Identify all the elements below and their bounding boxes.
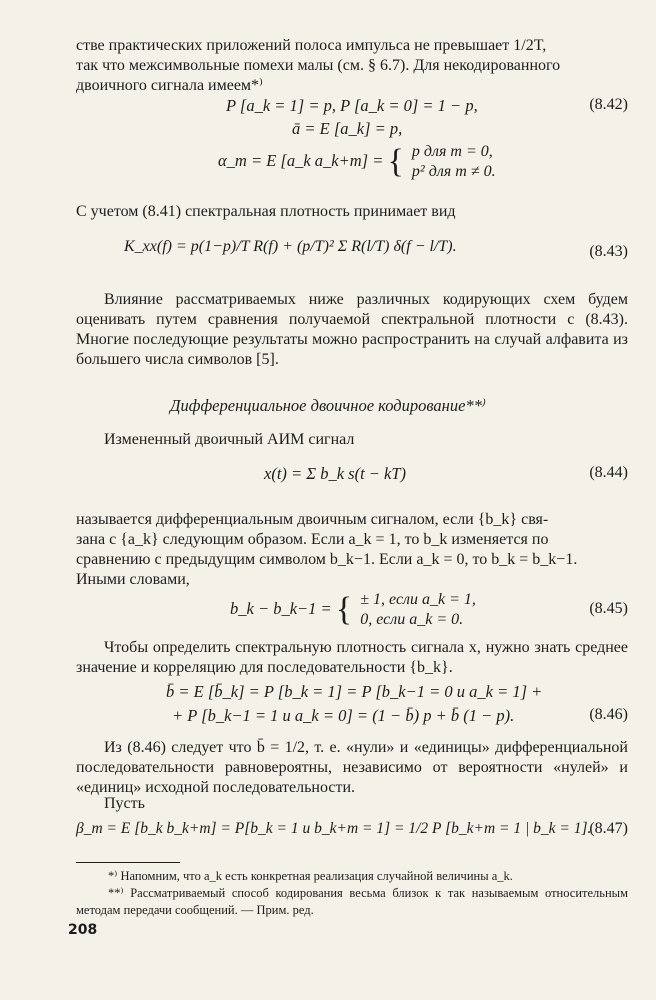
- let-paragraph: Пусть: [104, 795, 145, 812]
- called-line-4: Иными словами,: [76, 571, 190, 588]
- intro-line-1: стве практических приложений полоса импульса не превышает 1/2T,: [76, 37, 547, 54]
- eq-8-42-case-2: p² для m ≠ 0.: [411, 163, 496, 180]
- called-line-2: зана с {a_k} следующим образом. Если a_k = 1, то b_k изменяется по: [76, 531, 549, 548]
- eq-8-45-number: (8.45): [589, 600, 628, 617]
- section-heading: Дифференциальное двоичное кодирование**⁾: [170, 396, 486, 415]
- eq-8-46-line-2: + P [b_k−1 = 1 и a_k = 0] = (1 − b̄) p + b̄ (1 − p).: [172, 706, 515, 725]
- eq-8-42-cases: [412, 142, 496, 182]
- eq-8-47: β_m = E [b_k b_k+m] = P[b_k = 1 и b_k+m = 1] = 1/2 P [b_k+m = 1 | b_k = 1].: [76, 820, 592, 837]
- intro-line-3: двоичного сигнала имеем*⁾: [76, 77, 263, 94]
- eq-8-42-line-2: ā = E [a_k] = p,: [292, 119, 403, 138]
- eq-8-45-case-1: ± 1, если a_k = 1,: [360, 591, 476, 608]
- left-brace-icon: {: [335, 591, 353, 628]
- eq-8-47-number: (8.47): [589, 820, 628, 837]
- eq-8-42-line-1: P [a_k = 1] = p, P [a_k = 0] = 1 − p,: [226, 96, 478, 115]
- eq-8-45-case-2: 0, если a_k = 0.: [360, 611, 464, 628]
- eq-8-42-case-1: p для m = 0,: [411, 143, 493, 160]
- eq-8-45-cases: [360, 590, 476, 630]
- eq-8-46-number: (8.46): [589, 706, 628, 723]
- eq-8-43: K_xx(f) = p(1−p)/T R(f) + (p/T)² Σ R(l/T) δ(f − l/T).: [124, 238, 457, 255]
- intro-line-2: так что межсимвольные помехи малы (см. § 6.7). Для некодированного: [76, 57, 561, 74]
- eq-8-42-lhs: α_m = E [a_k a_k+m] =: [218, 150, 384, 170]
- page-number: 208: [68, 922, 98, 938]
- influence-paragraph: Влияние рассматриваемых ниже различных кодирующих схем будем оценивать путем сравнения получаемой спектральной плотности с (8.43). Многие последующие результаты можно распространить на случай алфавита из большего числа символов [5].: [76, 291, 628, 368]
- left-brace-icon: {: [387, 143, 404, 180]
- eq-8-46-line-1: b̄ = E [b̄_k] = P [b_k = 1] = P [b_k−1 = 0 и a_k = 1] +: [166, 682, 543, 701]
- eq-8-44-number: (8.44): [589, 464, 628, 481]
- changed-signal-paragraph: Измененный двоичный АИМ сигнал: [104, 431, 355, 448]
- footnote-2: **⁾ Рассматриваемый способ кодирования весьма близок к так называемым относительным методам передачи сообщений. — Прим. ред.: [76, 886, 628, 917]
- footnote-divider: [76, 862, 180, 863]
- intro2-paragraph: С учетом (8.41) спектральная плотность принимает вид: [76, 203, 456, 220]
- eq-8-42-number: (8.42): [589, 96, 628, 113]
- eq-8-45: [230, 590, 476, 630]
- called-line-3: сравнению с предыдущим символом b_k−1. Если a_k = 0, то b_k = b_k−1.: [76, 551, 578, 568]
- eq-8-42-line-3: [218, 142, 496, 182]
- eq-8-44: x(t) = Σ b_k s(t − kT): [264, 464, 407, 483]
- eq-8-45-lhs: b_k − b_k−1 =: [230, 598, 332, 618]
- from-paragraph: Из (8.46) следует что b̄ = 1/2, т. е. «нули» и «единицы» дифференциальной последовательности равновероятны, независимо от вероятности «нулей» и «единиц» исходной последовательности.: [76, 739, 628, 796]
- eq-8-43-number: (8.43): [589, 243, 628, 260]
- called-line-1: называется дифференциальным двоичным сигналом, если {b_k} свя-: [76, 511, 549, 528]
- spectral-paragraph: Чтобы определить спектральную плотность сигнала x, нужно знать среднее значение и корреляцию для последовательности {b_k}.: [76, 639, 628, 676]
- footnote-1: *⁾ Напомним, что a_k есть конкретная реализация случайной величины a_k.: [108, 869, 513, 883]
